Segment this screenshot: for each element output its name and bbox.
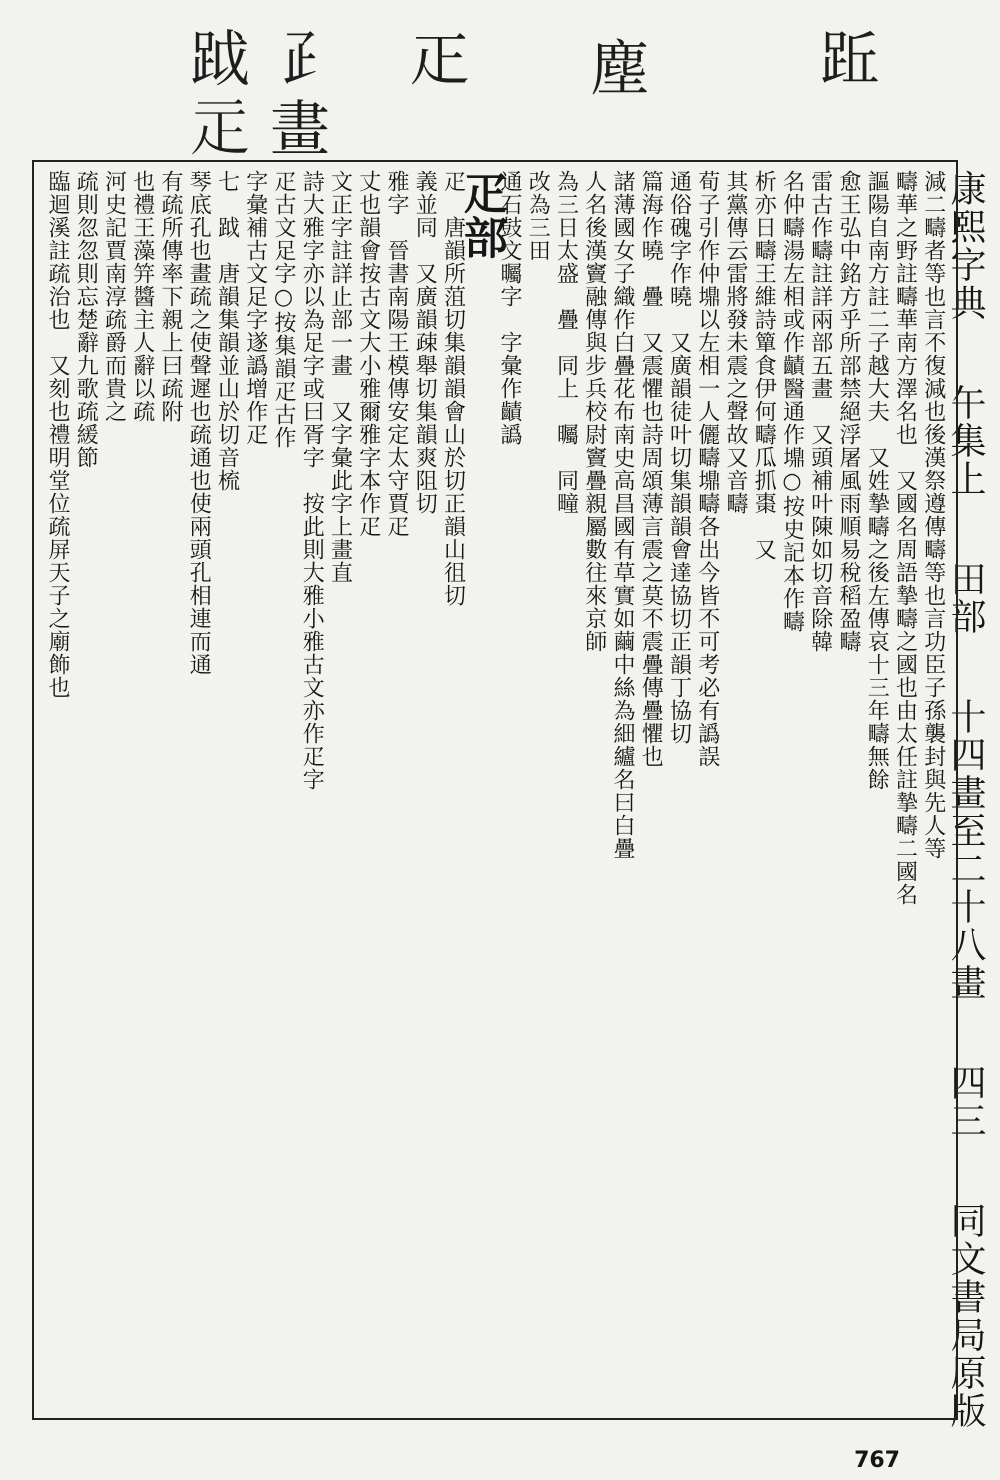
- text-column: 詩大雅字亦以為足字或曰胥字 按此則大雅小雅古文亦作疋字: [299, 170, 325, 791]
- text-column: 疇華之野註疇華南方澤名也 又國名周語摯疇之國也由太任註摯疇二國名: [892, 170, 918, 906]
- text-column: 篇海作曉 疊 又震懼也詩周頌薄言震之莫不震疊傳疊懼也: [638, 170, 664, 768]
- radical-name: 田部: [945, 560, 986, 636]
- text-column: 義並同 又廣韻疎舉切集韻爽阻切: [412, 170, 438, 515]
- text-column: 其黨傳云雷將發未震之聲故又音疇: [723, 170, 748, 515]
- text-column: 也禮王藻笄醬主人辭以疏: [129, 170, 155, 423]
- seal-char: 𤴕: [190, 95, 250, 165]
- text-column: 河史記賈南淳疏爵而貴之: [101, 170, 127, 423]
- text-column: 改為三田: [525, 170, 551, 262]
- text-column: 疋 唐韻所菹切集韻韻會山於切正韻山徂切: [440, 170, 466, 607]
- text-column: 疋古文足字○按集韻疋古作: [271, 170, 296, 449]
- page-number: 767: [854, 1448, 900, 1473]
- text-column: 疏則忽忽則忘楚辭九歌疏緩節: [73, 170, 99, 469]
- text-frame: [32, 160, 958, 1420]
- text-column: 通石鼓文曯字 字彙作䶦譌: [497, 170, 522, 446]
- text-column: 七 䟠 唐韻集韻並山於切音梳: [214, 170, 240, 492]
- seal-char: 塵: [590, 35, 650, 105]
- text-column: 愈王弘中銘方乎所部禁絕浮屠風雨順易稅稻盈疇: [836, 170, 861, 653]
- text-column: 為三日太盛 疊 同上 曯 同疃: [553, 170, 579, 515]
- text-column: 有疏所傳率下親上曰疏附: [158, 170, 183, 423]
- text-column: 名仲疇湯左相或作䶦醫通作䵺○按史記本作疇: [779, 170, 805, 633]
- text-column: 通俗磈字作曉 又廣韻徒叶切集韻韻會達協切正韻丁協切: [666, 170, 692, 745]
- text-column: 字彙補古文足字遂譌增作疋: [242, 170, 268, 446]
- seal-char: 𤴓: [410, 25, 470, 95]
- seal-char: 䟬: [820, 25, 880, 95]
- text-column: 減二疇者等也言不復減也後漢祭遵傳疇等也言功臣子孫襲封與先人等: [920, 170, 946, 860]
- text-column: 人名後漢竇融傳與步兵校尉竇疊親屬數往來京師: [581, 170, 607, 653]
- radical-page: 四三: [945, 1064, 986, 1140]
- text-column: 析亦日疇王維詩簞食伊何疇瓜抓棗 又: [751, 170, 777, 561]
- book-title: 康熙字典: [945, 170, 986, 322]
- text-column: 諸薄國女子織作白疊花布南史高昌國有草實如繭中絲為細纑名曰白疊: [610, 170, 635, 860]
- stroke-range: 十四畫至二十八畫: [945, 698, 986, 1002]
- seal-char: 畫: [270, 95, 330, 165]
- text-column: 臨迴溪註疏治也 又刻也禮明堂位疏屏天子之廟飾也: [45, 170, 70, 699]
- text-column: 雷古作疇註詳兩部五畫 又頭補叶陳如切音除韓: [807, 170, 833, 653]
- publisher: 同文書局原版: [945, 1202, 986, 1430]
- section-title: 疋部: [455, 170, 507, 260]
- text-column: 荀子引作仲䵺以左相一人儷疇䵺疇各出今皆不可考必有譌誤: [694, 170, 720, 768]
- text-column: 謳陽自南方註二子越大夫 又姓摯疇之後左傳哀十三年疇無餘: [864, 170, 890, 791]
- text-column: 琴底孔也畫疏之使聲遲也疏通也使兩頭孔相連而通: [186, 170, 212, 676]
- collection-name: 午集上: [945, 384, 986, 498]
- text-column: 雅字 晉書南陽王模傳安定太守賈疋: [384, 170, 409, 538]
- seal-char: 䟠: [190, 25, 250, 95]
- seal-char: 𤴔: [270, 25, 330, 95]
- text-column: 丈也韻會按古文大小雅爾雅字本作疋: [355, 170, 381, 538]
- text-columns: [44, 170, 946, 1410]
- seal-script-row: [130, 20, 890, 170]
- text-column: 文正字註詳止部一畫 又字彙此字上畫直: [327, 170, 353, 584]
